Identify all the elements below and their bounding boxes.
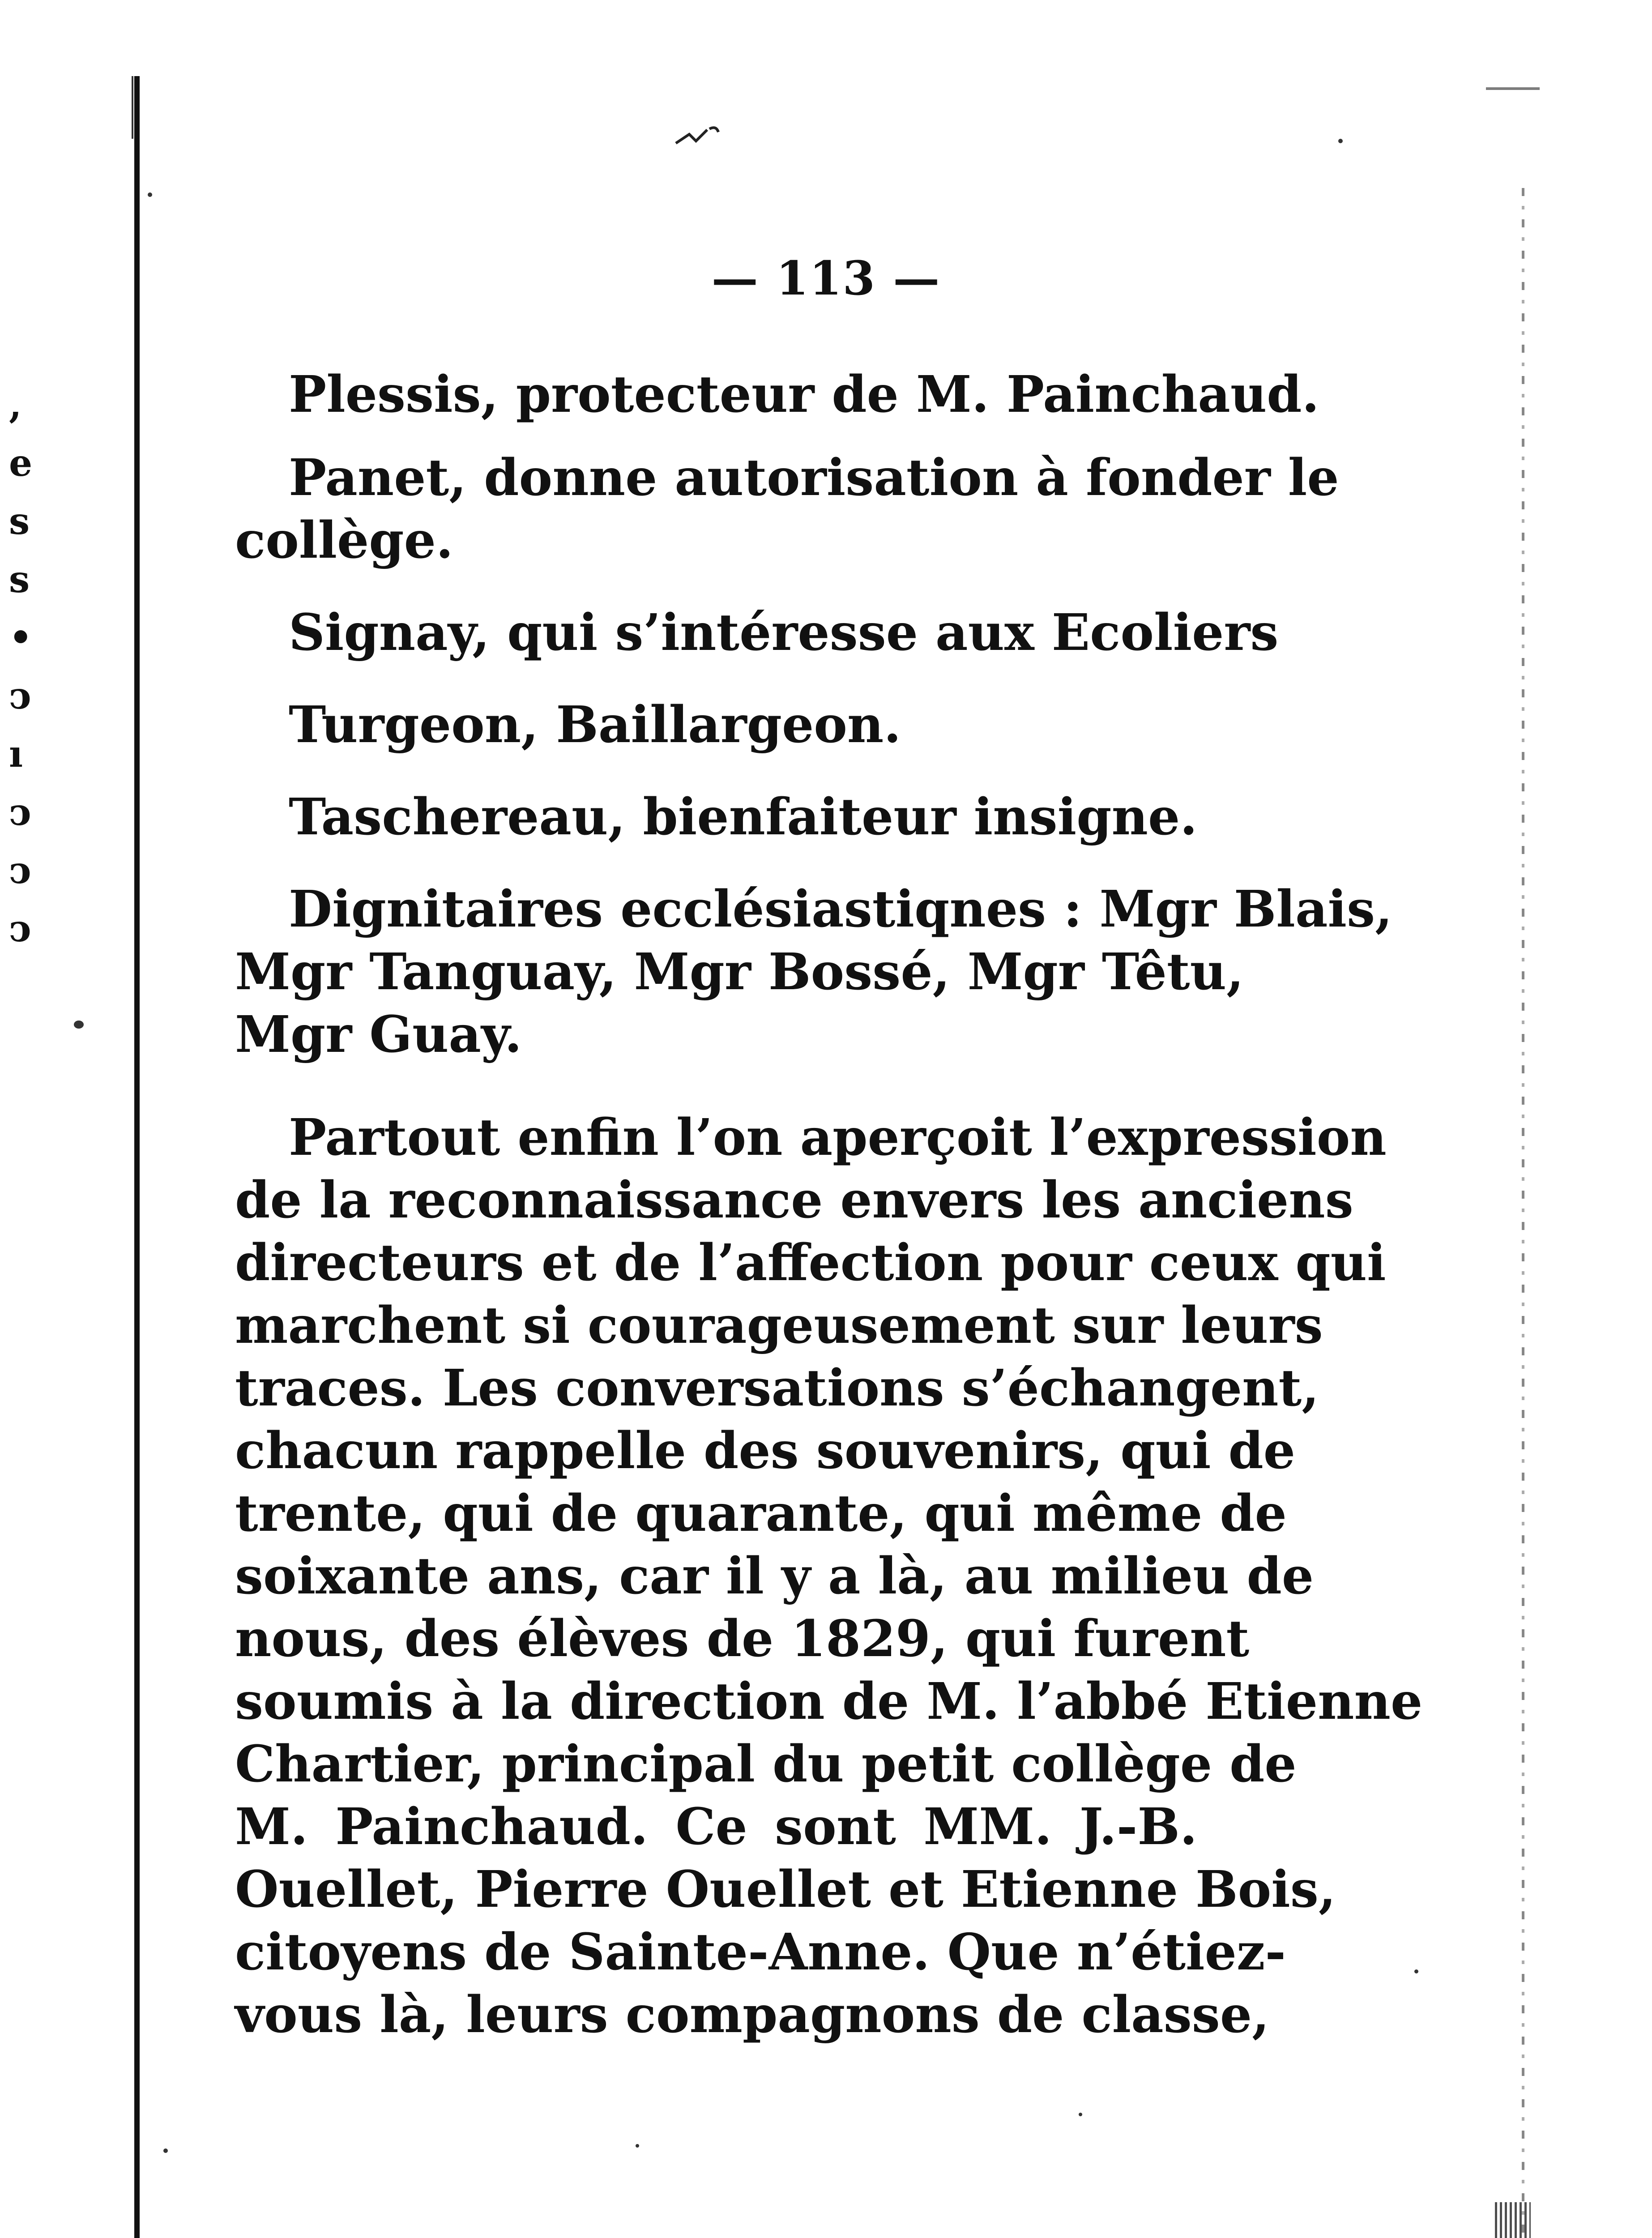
margin-fragment: , <box>9 384 22 427</box>
text-line: Mgr Guay. <box>235 1005 522 1064</box>
text-line: collège. <box>235 511 453 570</box>
right-page-edge-corner <box>1495 2202 1531 2238</box>
margin-fragment: s <box>9 558 30 601</box>
margin-fragment: e <box>9 442 33 485</box>
text-line: Dignitaires ecclésiastiqnes : Mgr Blais, <box>289 880 1393 939</box>
text-line: Mgr Tanguay, Mgr Bossé, Mgr Têtu, <box>235 943 1244 1001</box>
text-line: Plessis, protecteur de M. Painchaud. <box>289 365 1319 424</box>
margin-fragment: ͻ <box>9 675 31 718</box>
text-line: de la reconnaissance envers les anciens <box>235 1171 1353 1230</box>
text-line: traces. Les conversations s’échangent, <box>235 1359 1319 1418</box>
right-page-edge <box>1522 188 1524 2238</box>
ink-speck <box>1079 2113 1082 2116</box>
ink-speck <box>148 192 152 197</box>
margin-fragment: • <box>9 616 33 659</box>
text-line: Partout enfin l’on aperçoit l’expression <box>289 1108 1387 1167</box>
text-line: Panet, donne autorisation à fonder le <box>289 448 1339 507</box>
text-line: chacun rappelle des souvenirs, qui de <box>235 1422 1296 1480</box>
text-line: Ouellet, Pierre Ouellet et Etienne Bois, <box>235 1860 1336 1919</box>
text-line: Signay, qui s’intéresse aux Ecoliers <box>289 603 1279 662</box>
page-number: — 113 — <box>711 251 941 306</box>
text-line: directeurs et de l’affection pour ceux qui <box>235 1234 1386 1292</box>
body-text <box>235 363 1423 2046</box>
margin-fragment: ı <box>9 733 23 776</box>
top-right-mark <box>1486 87 1540 90</box>
binding-edge <box>134 76 140 2238</box>
text-line: M. Painchaud. Ce sont MM. J.-B. <box>235 1798 1197 1856</box>
text-line: trente, qui de quarante, qui même de <box>235 1484 1287 1543</box>
text-line: nous, des élèves de 1829, qui furent <box>235 1610 1250 1668</box>
ink-speck <box>74 1021 84 1029</box>
margin-fragment: ͻ <box>9 907 31 950</box>
text-line: soixante ans, car il y a là, au milieu de <box>235 1547 1314 1606</box>
text-line: citoyens de Sainte-Anne. Que n’étiez- <box>235 1923 1286 1982</box>
ink-mark <box>671 121 725 152</box>
text-line: Turgeon, Baillargeon. <box>289 696 901 754</box>
text-line: Chartier, principal du petit collège de <box>235 1735 1297 1794</box>
text-line: marchent si courageusement sur leurs <box>235 1296 1323 1355</box>
margin-fragment: s <box>9 500 30 543</box>
left-margin-bleed <box>9 376 36 958</box>
text-line: soumis à la direction de M. l’abbé Etienne <box>235 1672 1423 1731</box>
ink-speck <box>636 2144 639 2148</box>
ink-speck <box>1414 1969 1418 1973</box>
margin-fragment: ͻ <box>9 791 31 834</box>
binding-edge-top <box>132 76 133 139</box>
ink-speck <box>163 2148 168 2153</box>
ink-speck <box>1338 139 1343 143</box>
text-line: vous là, leurs compagnons de classe, <box>235 1986 1270 2044</box>
text-line: Taschereau, bienfaiteur insigne. <box>289 788 1198 846</box>
margin-fragment: ͻ <box>9 849 31 892</box>
